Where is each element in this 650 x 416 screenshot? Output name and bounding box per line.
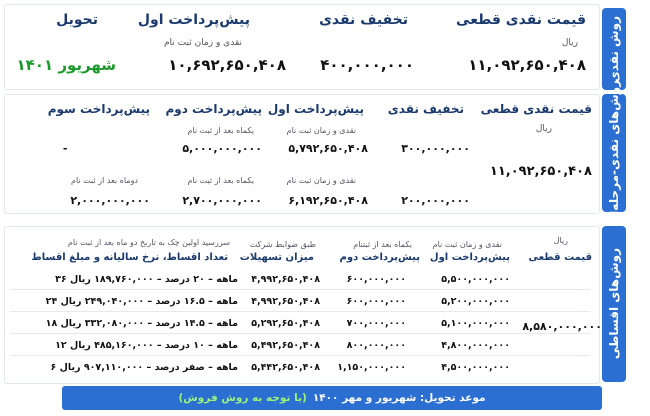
footer-text xyxy=(62,386,602,410)
staged-row2-prepay1: ۶,۱۹۲,۶۵۰,۴۰۸ xyxy=(288,194,368,207)
cash-final-price-value: ۱۱,۰۹۲,۶۵۰,۴۰۸ xyxy=(468,56,586,74)
installment-side-label xyxy=(602,226,626,382)
staged-row1-prepay2-sub: یکماه بعد از ثبت نام xyxy=(187,126,254,135)
cash-side-text: روش نقدی xyxy=(607,15,621,83)
inst-terms-sub: سررسید اولین چک به تاریخ دو ماه بعد از ثبت نام xyxy=(67,238,230,247)
inst-row-prepay2: ۷۰۰,۰۰۰,۰۰۰ xyxy=(346,318,406,329)
cash-discount-value: ۴۰۰,۰۰۰,۰۰۰ xyxy=(320,56,414,74)
footer-delivery-date: موعد تحویل: شهریور و مهر ۱۴۰۰ xyxy=(312,392,486,404)
inst-facility-sub: طبق ضوابط شرکت xyxy=(249,240,316,249)
inst-prepay2-header: پیش‌پرداخت دوم xyxy=(339,252,420,263)
inst-row-facility: ۵,۴۹۲,۶۵۰,۴۰۸ xyxy=(251,340,320,351)
footer-note: (با توجه به روش فروش) xyxy=(178,392,307,404)
staged-row2-prepay3-sub: دوماه بعد از ثبت نام xyxy=(71,176,138,185)
cash-prepay-value: ۱۰,۶۹۲,۶۵۰,۴۰۸ xyxy=(168,56,286,74)
staged-side-text: روش‌های نقدی-مرحله‌ای xyxy=(607,80,621,226)
staged-row1-prepay1: ۵,۷۹۲,۶۵۰,۴۰۸ xyxy=(288,142,368,155)
staged-prepay1-title: پیش‌پرداخت اول xyxy=(267,102,364,116)
staged-row2-prepay1-sub: نقدی و زمان ثبت نام xyxy=(286,176,356,185)
inst-facility-header: میزان تسهیلات xyxy=(239,252,314,263)
inst-prepay1-header: پیش‌پرداخت اول xyxy=(429,252,510,263)
inst-row-divider xyxy=(10,333,590,334)
staged-row2-prepay2-sub: یکماه بعد از ثبت نام xyxy=(187,176,254,185)
staged-final-price-title: قیمت نقدی قطعی xyxy=(480,102,592,116)
staged-final-price-value: ۱۱,۰۹۲,۶۵۰,۴۰۸ xyxy=(489,164,592,179)
inst-row-prepay2: ۸۰۰,۰۰۰,۰۰۰ xyxy=(346,340,406,351)
inst-row-terms: ۱۲ ماهه – ۱۰ درصد – ۴۸۵,۱۶۰,۰۰۰ ریال xyxy=(55,340,238,351)
inst-price-value: ۸,۵۸۰,۰۰۰,۰۰۰ xyxy=(522,320,602,333)
staged-row2-discount: ۲۰۰,۰۰۰,۰۰۰ xyxy=(401,194,470,207)
staged-row2-prepay3: ۲,۰۰۰,۰۰۰,۰۰۰ xyxy=(70,194,150,207)
inst-row-terms: ۲۴ ماهه – ۱۶.۵ درصد – ۲۴۹,۰۴۰,۰۰۰ ریال xyxy=(45,296,238,307)
staged-row1-discount: ۳۰۰,۰۰۰,۰۰۰ xyxy=(401,142,470,155)
inst-row-facility: ۵,۲۹۲,۶۵۰,۴۰۸ xyxy=(251,318,320,329)
staged-row2-prepay2: ۲,۷۰۰,۰۰۰,۰۰۰ xyxy=(182,194,262,207)
staged-discount-title: تخفیف نقدی xyxy=(387,102,464,116)
inst-row-prepay1: ۴,۵۰۰,۰۰۰,۰۰۰ xyxy=(441,362,510,373)
inst-row-prepay1: ۵,۱۰۰,۰۰۰,۰۰۰ xyxy=(441,318,510,329)
inst-row-facility: ۵,۴۴۲,۶۵۰,۴۰۸ xyxy=(251,362,320,373)
cash-final-price-title: قیمت نقدی قطعی xyxy=(456,12,586,28)
cash-delivery-value: شهریور ۱۴۰۱ xyxy=(16,56,116,74)
inst-prepay1-sub: نقدی و زمان ثبت نام xyxy=(432,240,502,249)
inst-row-terms: ۱۸ ماهه – ۱۴.۵ درصد – ۳۳۲,۰۸۰,۰۰۰ ریال xyxy=(45,318,238,329)
inst-row-terms: ۶ ماهه – صفر درصد – ۹۰۷,۱۱۰,۰۰۰ ریال xyxy=(50,362,238,373)
inst-row-divider xyxy=(10,289,590,290)
inst-row-divider xyxy=(10,355,590,356)
cash-discount-title: تخفیف نقدی xyxy=(319,12,408,28)
staged-row1-prepay2: ۵,۰۰۰,۰۰۰,۰۰۰ xyxy=(182,142,262,155)
inst-prepay2-sub: یکماه بعد از ثبتنام xyxy=(353,240,412,249)
inst-row-facility: ۴,۹۹۲,۶۵۰,۴۰۸ xyxy=(251,296,320,307)
cash-side-label xyxy=(602,8,626,90)
staged-prepay2-title: پیش‌پرداخت دوم xyxy=(165,102,262,116)
cash-prepay-sub: نقدی و زمان ثبت نام xyxy=(163,38,242,48)
cash-prepay-title: پیش‌پرداخت اول xyxy=(137,12,250,28)
inst-price-header: قیمت قطعی xyxy=(528,252,592,263)
inst-row-terms: ۳۶ ماهه – ۲۰ درصد – ۱۸۹,۷۶۰,۰۰۰ ریال xyxy=(55,274,238,285)
cash-final-price-unit: ریال xyxy=(561,38,578,48)
inst-row-facility: ۴,۹۹۲,۶۵۰,۴۰۸ xyxy=(251,274,320,285)
inst-row-prepay1: ۵,۲۰۰,۰۰۰,۰۰۰ xyxy=(441,296,510,307)
staged-prepay3-title: پیش‌پرداخت سوم xyxy=(47,102,150,116)
staged-side-label xyxy=(602,80,626,226)
inst-row-prepay1: ۴,۸۰۰,۰۰۰,۰۰۰ xyxy=(441,340,510,351)
inst-row-divider xyxy=(10,311,590,312)
inst-price-sub: ریال xyxy=(553,236,568,245)
installment-side-text: روش‌های اقساطی xyxy=(607,248,621,360)
inst-row-prepay2: ۶۰۰,۰۰۰,۰۰۰ xyxy=(346,296,406,307)
inst-terms-header: تعداد اقساط، نرخ سالیانه و مبلغ اقساط xyxy=(31,252,228,263)
staged-row1-prepay3: - xyxy=(62,142,68,155)
staged-final-price-unit: ریال xyxy=(535,124,552,134)
staged-row1-prepay1-sub: نقدی و زمان ثبت نام xyxy=(286,126,356,135)
cash-delivery-title: تحویل xyxy=(56,12,98,28)
inst-row-prepay2: ۱,۱۵۰,۰۰۰,۰۰۰ xyxy=(337,362,406,373)
inst-row-prepay1: ۵,۵۰۰,۰۰۰,۰۰۰ xyxy=(441,274,510,285)
inst-row-prepay2: ۶۰۰,۰۰۰,۰۰۰ xyxy=(346,274,406,285)
